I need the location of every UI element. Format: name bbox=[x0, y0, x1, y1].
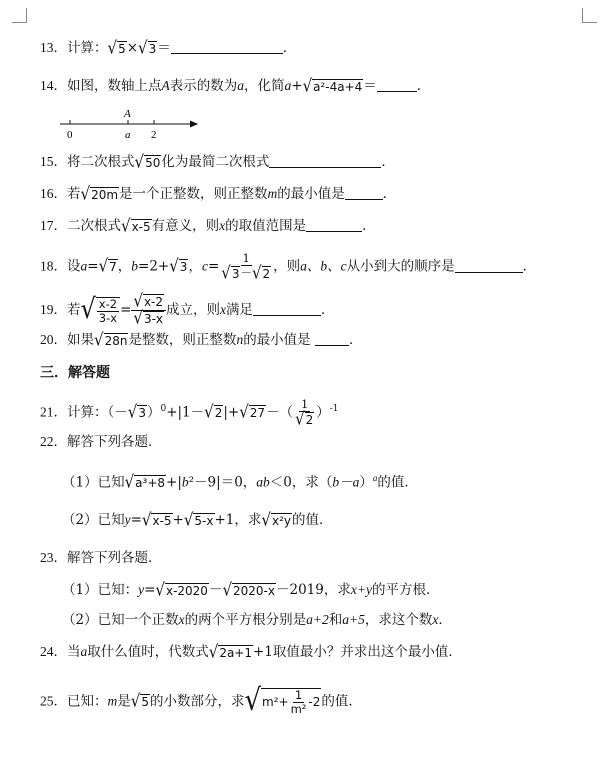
question-14: 14．如图，数轴上点A表示的数为a，化简a+ √ a²-4a+4 ＝ ． bbox=[40, 75, 431, 96]
sqrt: √ 7 bbox=[98, 255, 117, 277]
answer-blank[interactable] bbox=[269, 153, 381, 168]
sqrt: √ m²+ $\frac{1}{\text{m²}}$ -2 bbox=[244, 683, 321, 719]
page-corner-mark bbox=[12, 8, 27, 23]
sqrt: √ 3 bbox=[127, 401, 146, 423]
question-23: 23．解答下列各题． bbox=[40, 550, 162, 566]
question-18: 18．设a= √ 7 ，b=2+ √ 3 ，c= 1 √ 3 － √ 2 ，则a、b、c从小到大的顺序是 ． bbox=[40, 251, 537, 284]
answer-blank[interactable] bbox=[253, 301, 321, 316]
answer-blank[interactable] bbox=[345, 185, 383, 200]
question-16: 16．若 √ 20m 是一个正整数，则正整数m的最小值是 ． bbox=[40, 183, 397, 204]
label-A: A bbox=[124, 108, 131, 120]
question-23-1: （1）已知：y= √ x-2020 － √ 2020-x －2019，求x+y的平方根． bbox=[62, 579, 440, 600]
sqrt: √ 3 bbox=[169, 255, 188, 277]
fraction: √ x-2 √ 3-x bbox=[131, 294, 166, 327]
sqrt: √ 20m bbox=[80, 183, 119, 204]
sqrt: √ 3 bbox=[138, 37, 157, 58]
sqrt: √ 2020-x bbox=[222, 579, 275, 600]
question-25: 25．已知：m是 √ 5 的小数部分，求 √ m²+ $\frac{1}{\text{m²}}$ -2 的值． bbox=[40, 683, 362, 719]
label-0: 0 bbox=[67, 129, 73, 141]
question-23-2: （2）已知一个正数x的两个平方根分别是a+2和a+5，求这个数x． bbox=[62, 612, 452, 628]
sqrt: √ 2 bbox=[204, 401, 223, 423]
question-22: 22．解答下列各题． bbox=[40, 434, 162, 450]
sqrt: √ a²-4a+4 bbox=[302, 75, 363, 96]
question-13: 13．计算： √ 5 × √ 3 ＝ ． bbox=[40, 37, 297, 58]
fraction: 1 √ 2 bbox=[295, 397, 314, 430]
question-24: 24．当a取什么值时，代数式 √ 2a+1 +1取值最小？并求出这个最小值． bbox=[40, 641, 462, 662]
question-20: 20．如果 √ 28n 是整数，则正整数n的最小值是 ． bbox=[40, 329, 363, 350]
label-a: a bbox=[125, 129, 131, 141]
answer-blank[interactable] bbox=[306, 217, 362, 232]
label-2: 2 bbox=[151, 129, 157, 141]
answer-blank[interactable] bbox=[455, 258, 523, 273]
fraction: 1 √ 3 － √ 2 bbox=[221, 251, 271, 284]
answer-blank[interactable] bbox=[171, 39, 283, 54]
question-17: 17．二次根式 √ x-5 有意义，则x的取值范围是 ． bbox=[40, 215, 376, 236]
question-15: 15．将二次根式 √ 50 化为最简二次根式 ． bbox=[40, 151, 395, 172]
sqrt: √ 5 bbox=[107, 37, 126, 58]
sqrt: √ 27 bbox=[239, 401, 266, 423]
sqrt: √ x²y bbox=[261, 509, 291, 530]
sqrt: √ 2a+1 bbox=[208, 641, 252, 662]
question-22-2: （2）已知y= √ x-5 + √ 5-x +1，求 √ x²y 的值． bbox=[62, 509, 333, 530]
page-corner-mark bbox=[582, 8, 597, 23]
question-21: 21．计算：（－ √ 3 ）$^0$+|1－ √ 2 |+ √ 27 －（ 1 √ 2 ）$^{-1}$ bbox=[40, 397, 339, 430]
sqrt: √ 28n bbox=[94, 329, 128, 350]
sqrt: √ x-5 bbox=[141, 509, 172, 530]
axis-arrow bbox=[190, 121, 198, 128]
sqrt: √ 50 bbox=[134, 151, 161, 172]
answer-blank[interactable] bbox=[315, 331, 349, 346]
sqrt: √ $\frac{x-2}{3-x}$ bbox=[81, 297, 121, 325]
sqrt: √ 5 bbox=[130, 690, 149, 712]
sqrt: √ x-5 bbox=[121, 215, 151, 236]
section-heading: 三．解答题 bbox=[40, 365, 110, 381]
number-line-figure bbox=[60, 107, 205, 143]
answer-blank[interactable] bbox=[377, 77, 417, 92]
sqrt: √ 5-x bbox=[183, 509, 214, 530]
sqrt: √ x-2020 bbox=[155, 579, 208, 600]
sqrt: √ a³+8 bbox=[124, 471, 166, 493]
question-22-1: （1）已知 √ a³+8 +|b²－9|＝0，ab＜0，求$(b-a)^a$的值． bbox=[62, 471, 418, 493]
question-19: 19．若 √ $\frac{x-2}{3-x}$ = √ x-2 √ 3-x 成立，则x满足 ． bbox=[40, 290, 335, 329]
